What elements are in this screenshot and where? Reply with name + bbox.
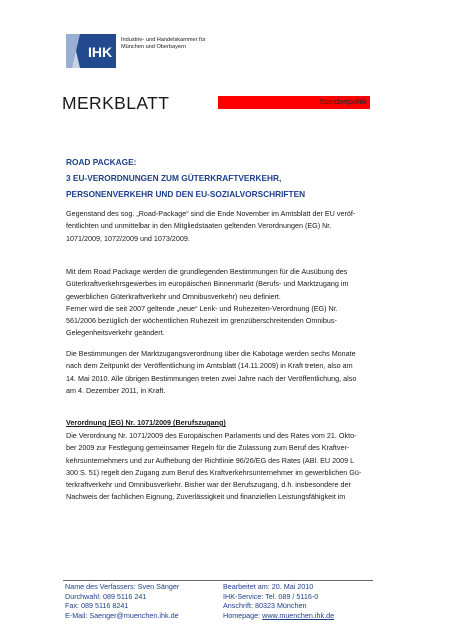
paragraph-kabotage — [66, 348, 391, 397]
text-line: 14. Mai 2010. Alle übrigen Bestimmungen treten zwei Jahre nach der Veröffentlichung, also — [66, 373, 357, 383]
text-line: Gelegenheitsverkehr geändert. — [66, 328, 165, 338]
text-line: am 4. Dezember 2011, in Kraft. — [66, 385, 166, 395]
footer-address: Anschrift: 80323 München — [223, 601, 307, 611]
title-line: ROAD PACKAGE: — [66, 157, 137, 167]
section-heading: Verordnung (EG) Nr. 1071/2009 (Berufszugang) — [66, 418, 226, 427]
footer-fax: Fax: 089 5116 8241 — [65, 601, 129, 611]
text-line: terkraftverkehr und Omnibusverkehr. Bisher war der Berufszugang, d.h. insbesondere der — [66, 480, 351, 490]
logo-org-name — [121, 37, 206, 51]
title-line: 3 EU-VERORDNUNGEN ZUM GÜTERKRAFTVERKEHR, — [66, 173, 282, 183]
paragraph-intro — [66, 208, 391, 245]
footer-email: E-Mail: Saenger@muenchen.ihk.de — [65, 611, 179, 621]
text-line: Nachweis der fachlichen Eignung, Zuverlässigkeit und finanziellen Leistungsfähigkeit im — [66, 492, 346, 502]
text-line: Die Verordnung Nr. 1071/2009 des Europäischen Parlaments und des Rates vom 21. Okto- — [66, 431, 357, 440]
category-bar — [218, 96, 370, 109]
text-line: Ferner wird die seit 2007 geltende „neue“ Lenk- und Ruhezeiten-Verordnung (EG) Nr. — [66, 303, 338, 313]
homepage-link[interactable]: www.muenchen.ihk.de — [262, 611, 335, 621]
document-type-heading: MERKBLATT — [62, 93, 170, 113]
footer-edited-date: Bearbeitet am: 20. Mai 2010 — [223, 582, 314, 591]
text-line: nach dem Zeitpunkt der Veröffentlichung im Amtsblatt (14.11.2009) in Kraft treten, also am — [66, 361, 353, 371]
title-line: PERSONENVERKEHR UND DEN EU-SOZIALVORSCHRIFTEN — [66, 189, 306, 199]
text-line: fentlichten und unmittelbar in den Mitgliedstaaten geltenden Verordnungen (EG) Nr. — [66, 221, 332, 231]
logo-word: IHK — [88, 44, 113, 60]
text-line: Gegenstand des sog. „Road-Package“ sind die Ende November im Amtsblatt der EU veröf- — [66, 209, 356, 218]
ihk-logo-mark-icon — [66, 34, 116, 68]
logo-line: München und Oberbayern — [121, 44, 186, 51]
paragraph-berufszugang — [66, 430, 391, 504]
logo-line: Industrie- und Handelskammer für — [121, 37, 206, 43]
homepage-label: Homepage: — [223, 611, 263, 621]
text-line: kehrsunternehmers und zur Aufhebung der Richtlinie 96/26/EG des Rates (ABl. EU 2009 L — [66, 455, 355, 465]
paragraph-road-package — [66, 266, 391, 340]
text-line: Die Bestimmungen der Marktzugangsverordnung über die Kabotage werden sechs Monate — [66, 349, 356, 358]
text-line: ber 2009 zur Festlegung gemeinsamer Regeln für die Zulassung zum Beruf des Kraftver- — [66, 443, 350, 453]
text-line: 1071/2009, 1072/2009 und 1073/2009. — [66, 233, 190, 243]
page-footer — [63, 580, 373, 621]
text-line: 561/2006 bezüglich der wöchentlichen Ruhezeit im grenzüberschreitenden Omnibus- — [66, 316, 337, 326]
text-line: gewerblichen Güterkraftverkehr und Omnibusverkehr) neu definiert. — [66, 291, 281, 301]
ihk-logo — [66, 34, 242, 68]
footer-author: Name des Verfassers: Sven Sänger — [65, 582, 180, 591]
document-title — [66, 154, 305, 202]
footer-homepage — [223, 611, 334, 621]
text-line: Güterkraftverkehrsgewerbes im europäischen Binnenmarkt (Berufs- und Marktzugang im — [66, 279, 349, 289]
category-label: Standortpolitik — [319, 97, 367, 106]
text-line: 300 S. 51) regelt den Zugang zum Beruf des Kraftverkehrsunternehmer im gewerblichen Gü- — [66, 467, 362, 477]
footer-phone: Durchwahl: 089 5116 241 — [65, 591, 147, 601]
footer-author-block — [65, 582, 179, 621]
footer-service-phone: IHK-Service: Tel. 089 / 5116-0 — [223, 591, 319, 601]
text-line: Mit dem Road Package werden die grundlegenden Bestimmungen für die Ausübung des — [66, 267, 348, 276]
footer-info-block — [223, 582, 334, 621]
